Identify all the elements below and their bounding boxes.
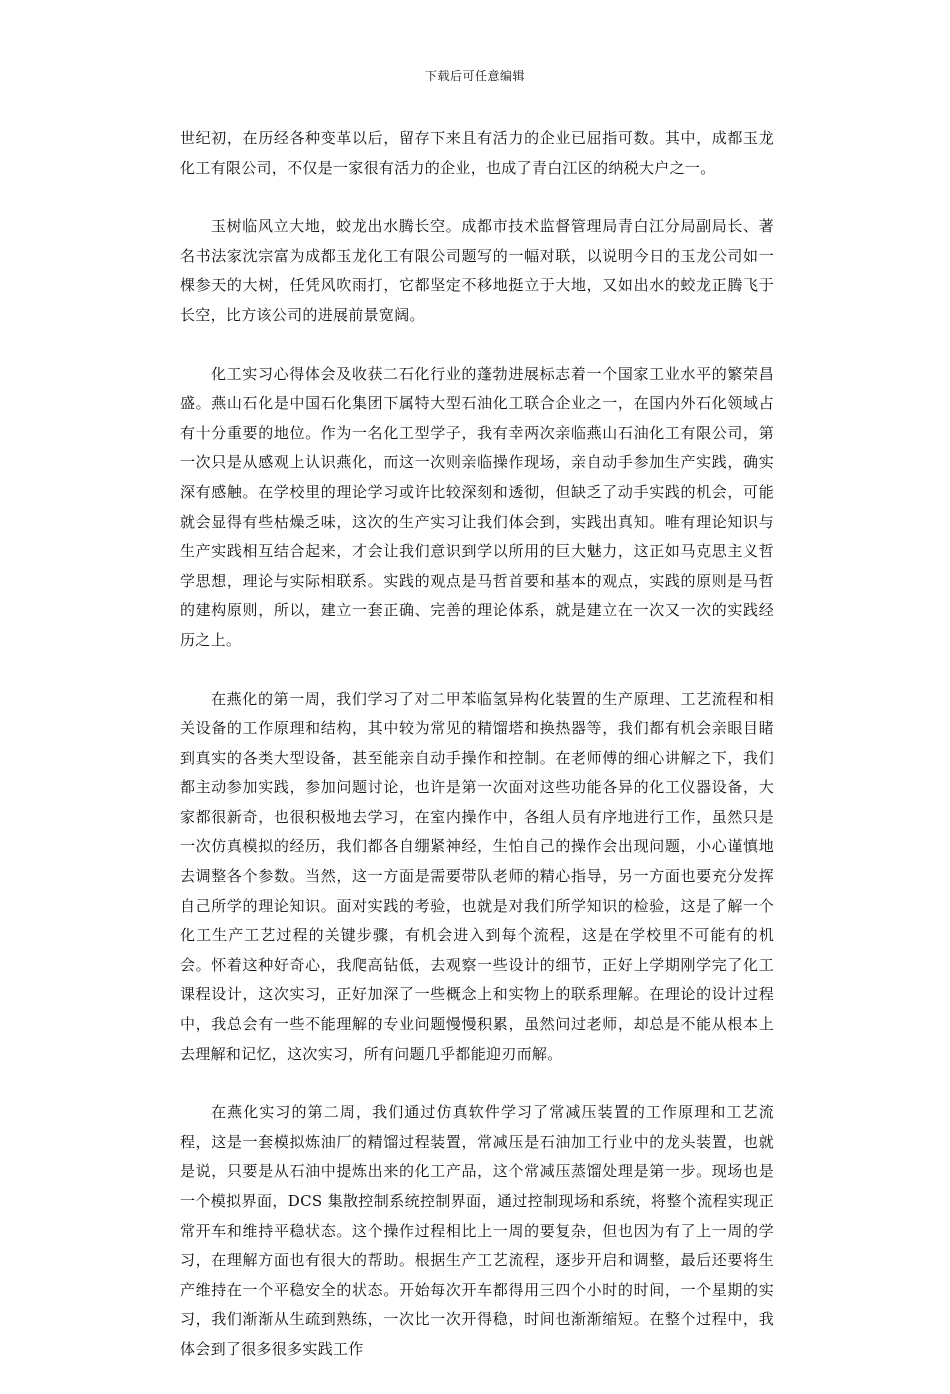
paragraph: 化工实习心得体会及收获二石化行业的蓬勃进展标志着一个国家工业水平的繁荣昌盛。燕山石化是中国石化集团下属特大型石油化工联合企业之一，在国内外石化领域占有十分重要的地位。作为一名化工型学子，我有幸两次亲临燕山石油化工有限公司，第一次只是从感观上认识燕化，而这一次则亲临操作现场，亲自动手参加生产实践，确实深有感触。在学校里的理论学习或许比较深刻和透彻，但缺乏了动手实践的机会，可能就会显得有些枯燥乏味，这次的生产实习让我们体会到，实践出真知。唯有理论知识与生产实践相互结合起来，才会让我们意识到学以所用的巨大魅力，这正如马克思主义哲学思想，理论与实际相联系。实践的观点是马哲首要和基本的观点，实践的原则是马哲的建构原则，所以，建立一套正确、完善的理论体系，就是建立在一次又一次的实践经历之上。: [180, 364, 774, 649]
document-body: [180, 124, 774, 1394]
paragraph: 在燕化实习的第二周，我们通过仿真软件学习了常减压装置的工作原理和工艺流程，这是一套模拟炼油厂的精馏过程装置，常减压是石油加工行业中的龙头装置，也就是说，只要是从石油中提炼出来的化工产品，这个常减压蒸馏处理是第一步。现场也是一个模拟界面，DCS 集散控制系统控制界面，通过控制现场和系统，将整个流程实现正常开车和维持平稳状态。这个操作过程相比上一周的要复杂，但也因为有了上一周的学习，在理解方面也有很大的帮助。根据生产工艺流程，逐步开启和调整，最后还要将生产维持在一个平稳安全的状态。开始每次开车都得用三四个小时的时间，一个星期的实习，我们渐渐从生疏到熟练，一次比一次开得稳，时间也渐渐缩短。在整个过程中，我体会到了很多很多实践工作: [180, 1103, 774, 1358]
paragraph: 玉树临风立大地，蛟龙出水腾长空。成都市技术监督管理局青白江分局副局长、著名书法家沈宗富为成都玉龙化工有限公司题写的一幅对联，以说明今日的玉龙公司如一棵参天的大树，任凭风吹雨打，它都坚定不移地挺立于大地，又如出水的蛟龙正腾飞于长空，比方该公司的进展前景宽阔。: [180, 217, 774, 324]
paragraph: 世纪初，在历经各种变革以后，留存下来且有活力的企业已屈指可数。其中，成都玉龙化工有限公司，不仅是一家很有活力的企业，也成了青白江区的纳税大户之一。: [180, 129, 774, 177]
paragraph: 在燕化的第一周，我们学习了对二甲苯临氢异构化装置的生产原理、工艺流程和相关设备的工作原理和结构，其中较为常见的精馏塔和换热器等，我们都有机会亲眼目睹到真实的各类大型设备，甚至能亲自动手操作和控制。在老师傅的细心讲解之下，我们都主动参加实践，参加问题讨论，也许是第一次面对这些功能各异的化工仪器设备，大家都很新奇，也很积极地去学习，在室内操作中，各组人员有序地进行工作，虽然只是一次仿真模拟的经历，我们都各自绷紧神经，生怕自己的操作会出现问题，小心谨慎地去调整各个参数。当然，这一方面是需要带队老师的精心指导，另一方面也要充分发挥自己所学的理论知识。面对实践的考验，也就是对我们所学知识的检验，这是了解一个化工生产工艺过程的关键步骤，有机会进入到每个流程，这是在学校里不可能有的机会。怀着这种好奇心，我爬高钻低，去观察一些设计的细节，正好上学期刚学完了化工课程设计，这次实习，正好加深了一些概念上和实物上的联系理解。在理论的设计过程中，我总会有一些不能理解的专业问题慢慢积累，虽然问过老师，却总是不能从根本上去理解和记忆，这次实习，所有问题几乎都能迎刃而解。: [180, 689, 774, 1063]
page-header: 下载后可任意编辑: [424, 69, 525, 83]
